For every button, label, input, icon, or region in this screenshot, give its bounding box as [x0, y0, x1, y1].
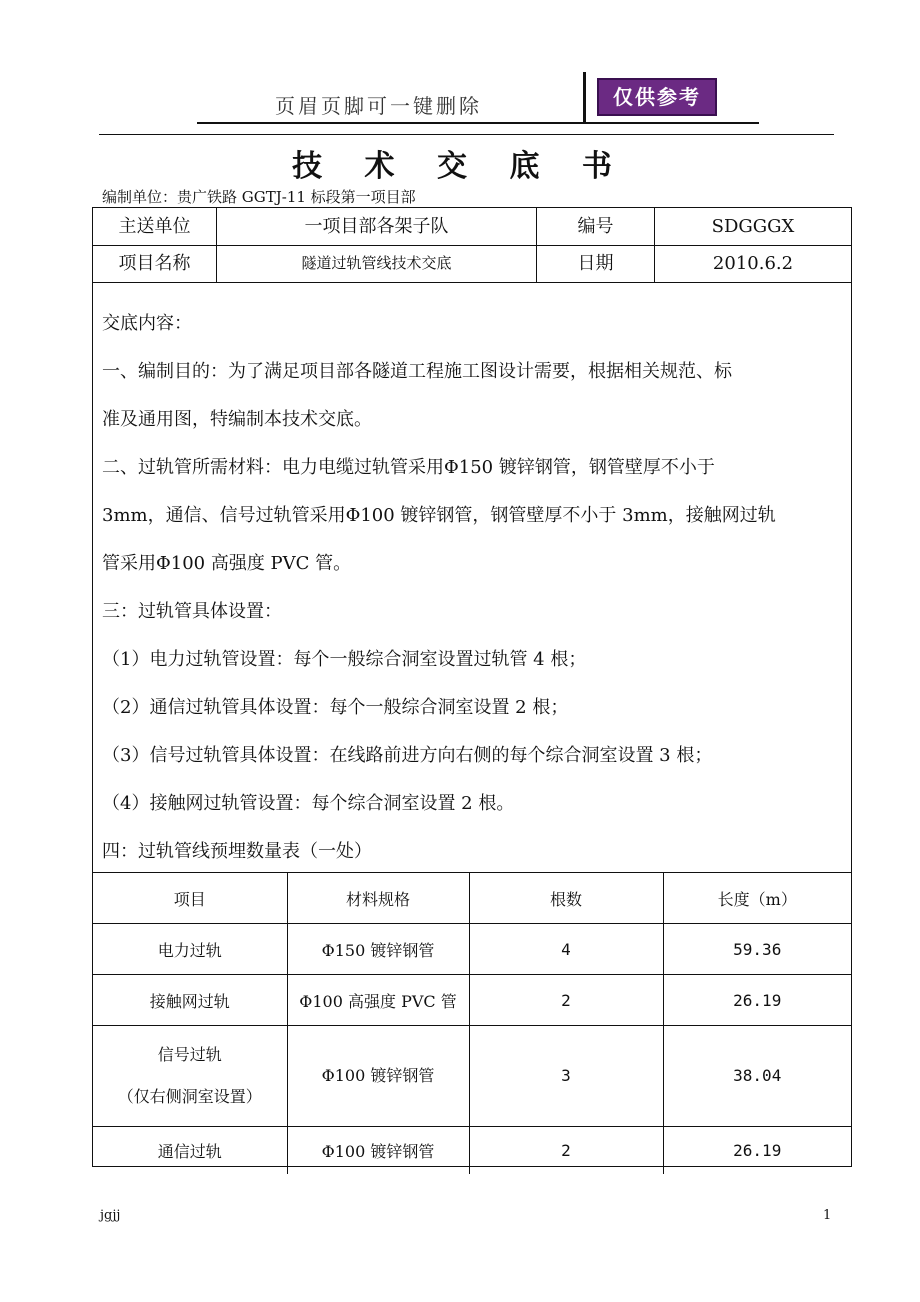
content-line: 管采用Φ100 高强度 PVC 管。 — [102, 553, 352, 574]
document-title: 技 术 交 底 书 — [292, 149, 628, 184]
table-row — [93, 1026, 851, 1127]
content-line: 一、编制目的：为了满足项目部各隧道工程施工图设计需要，根据相关规范、标 — [102, 361, 732, 382]
content-line: 二、过轨管所需材料：电力电缆过轨管采用Φ150 镀锌钢管，钢管壁厚不小于 — [102, 457, 715, 478]
reference-only-badge: 仅供参考 — [597, 78, 717, 116]
header-banner — [197, 72, 759, 128]
content-line: 四：过轨管线预埋数量表（一处） — [102, 841, 372, 862]
spec-cell: Φ100 镀锌钢管 — [287, 1026, 469, 1127]
project-name-value: 隧道过轨管线技术交底 — [217, 245, 537, 282]
header-divider — [583, 72, 586, 122]
length-cell: 59.36 — [663, 924, 851, 975]
table-row — [93, 1127, 851, 1175]
header-rule — [99, 134, 834, 135]
column-header: 长度（m） — [663, 873, 851, 924]
number-value: SDGGGX — [711, 216, 795, 237]
footer-left-text: jgjj — [100, 1208, 121, 1223]
item-name: 信号过轨 — [157, 1045, 222, 1064]
project-name-label: 项目名称 — [93, 245, 217, 282]
spec-cell: Φ100 高强度 PVC 管 — [287, 975, 469, 1026]
disclosure-form — [92, 207, 852, 1167]
item-cell: 通信过轨 — [93, 1127, 287, 1175]
content-line: （2）通信过轨管具体设置：每个一般综合洞室设置 2 根； — [102, 697, 569, 718]
content-line: 三：过轨管具体设置： — [102, 601, 282, 622]
number-label: 编号 — [537, 208, 655, 245]
content-line: （4）接触网过轨管设置：每个综合洞室设置 2 根。 — [102, 793, 515, 814]
count-cell: 3 — [469, 1026, 663, 1127]
content-line: 准及通用图，特编制本技术交底。 — [102, 409, 372, 430]
column-header: 根数 — [469, 873, 663, 924]
length-cell: 26.19 — [663, 975, 851, 1026]
item-note: （仅右侧洞室设置） — [117, 1087, 262, 1106]
count-cell: 4 — [469, 924, 663, 975]
date-value: 2010.6.2 — [712, 253, 794, 274]
spec-cell: Φ100 镀锌钢管 — [287, 1127, 469, 1175]
spec-cell: Φ150 镀锌钢管 — [287, 924, 469, 975]
length-cell: 26.19 — [663, 1127, 851, 1175]
disclosure-content — [102, 300, 852, 876]
info-row-recipient — [93, 208, 851, 246]
recipient-label: 主送单位 — [93, 208, 217, 245]
length-cell: 38.04 — [663, 1026, 851, 1127]
info-row-project — [93, 245, 851, 283]
quantity-table — [93, 872, 851, 1174]
recipient-value: 一项目部各架子队 — [217, 208, 537, 245]
column-header: 项目 — [93, 873, 287, 924]
column-header: 材料规格 — [287, 873, 469, 924]
table-row — [93, 975, 851, 1026]
content-line: （1）电力过轨管设置：每个一般综合洞室设置过轨管 4 根； — [102, 649, 587, 670]
banner-underline — [197, 122, 759, 124]
item-cell: 电力过轨 — [93, 924, 287, 975]
count-cell: 2 — [469, 1127, 663, 1175]
table-row — [93, 924, 851, 975]
date-label: 日期 — [537, 245, 655, 282]
table-header-row — [93, 873, 851, 924]
content-line: （3）信号过轨管具体设置：在线路前进方向右侧的每个综合洞室设置 3 根； — [102, 745, 713, 766]
item-cell: 接触网过轨 — [93, 975, 287, 1026]
count-cell: 2 — [469, 975, 663, 1026]
content-line: 3mm，通信、信号过轨管采用Φ100 镀锌钢管，钢管壁厚不小于 3mm，接触网过轨 — [102, 505, 776, 526]
page-number: 1 — [823, 1208, 832, 1223]
content-line: 交底内容： — [102, 313, 192, 334]
item-cell — [93, 1026, 287, 1127]
organization-line: 编制单位：贵广铁路 GGTJ-11 标段第一项目部 — [102, 188, 416, 206]
header-banner-text: 页眉页脚可一键删除 — [275, 94, 482, 118]
